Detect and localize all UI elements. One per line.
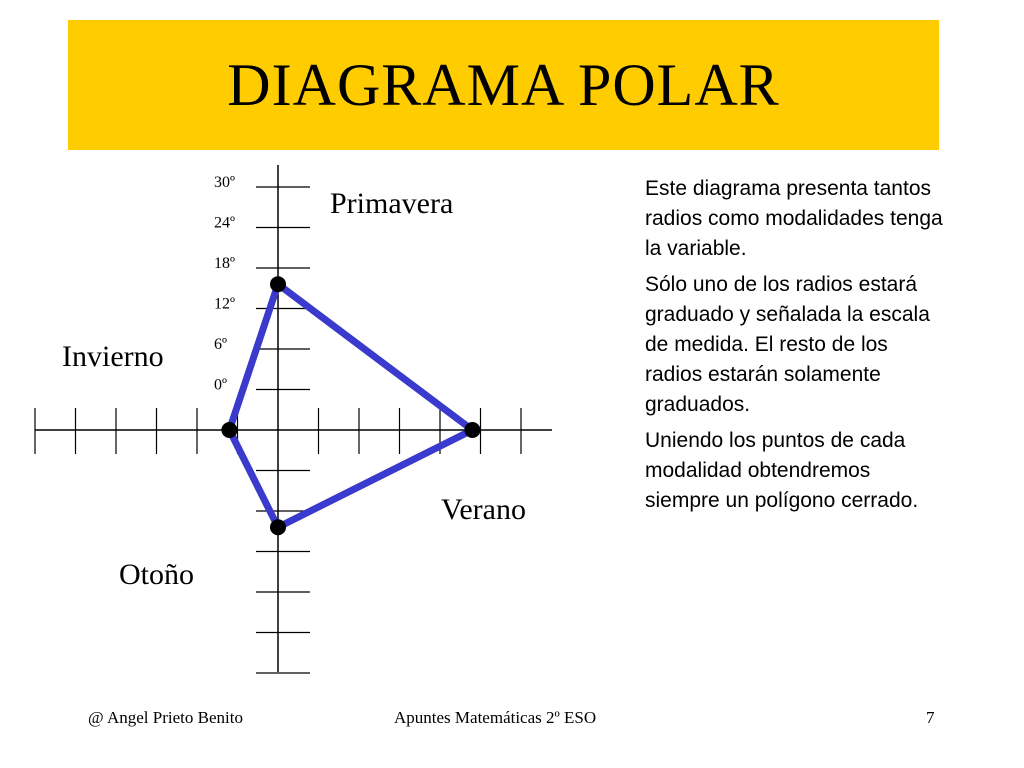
footer-course: Apuntes Matemáticas 2º ESO xyxy=(394,708,597,727)
closed-polygon xyxy=(229,284,472,527)
radial-tick-label: 0º xyxy=(214,376,227,394)
explanation-paragraph-1: Este diagrama presenta tantos radios como modalidades tenga la variable. xyxy=(645,177,943,260)
explanation-text xyxy=(645,174,945,522)
explanation-paragraph-2: Sólo uno de los radios estará graduado y señalada la escala de medida. El resto de los radios estarán solamente graduados. xyxy=(645,273,930,416)
data-point-invierno xyxy=(221,422,237,438)
category-label-primavera: Primavera xyxy=(330,187,454,220)
explanation-paragraph-3: Uniendo los puntos de cada modalidad obtendremos siempre un polígono cerrado. xyxy=(645,429,919,512)
radial-tick-label: 30º xyxy=(214,174,235,191)
category-label-invierno: Invierno xyxy=(62,340,164,373)
slide-title: DIAGRAMA POLAR xyxy=(227,51,780,118)
category-label-verano: Verano xyxy=(441,493,526,526)
data-point-verano xyxy=(464,422,480,438)
radial-tick-label: 24º xyxy=(214,214,235,232)
category-label-otoño: Otoño xyxy=(119,558,194,591)
radial-tick-label: 12º xyxy=(214,295,235,313)
footer-page-number: 7 xyxy=(926,708,935,727)
radial-tick-label: 6º xyxy=(214,336,227,353)
data-point-primavera xyxy=(270,276,286,292)
radial-tick-label: 18º xyxy=(214,255,235,272)
footer-author: @ Angel Prieto Benito xyxy=(88,708,243,727)
data-point-otoño xyxy=(270,519,286,535)
radial-tick-labels xyxy=(214,174,235,394)
polar-axes xyxy=(35,165,552,672)
polygon-layer xyxy=(229,284,472,527)
